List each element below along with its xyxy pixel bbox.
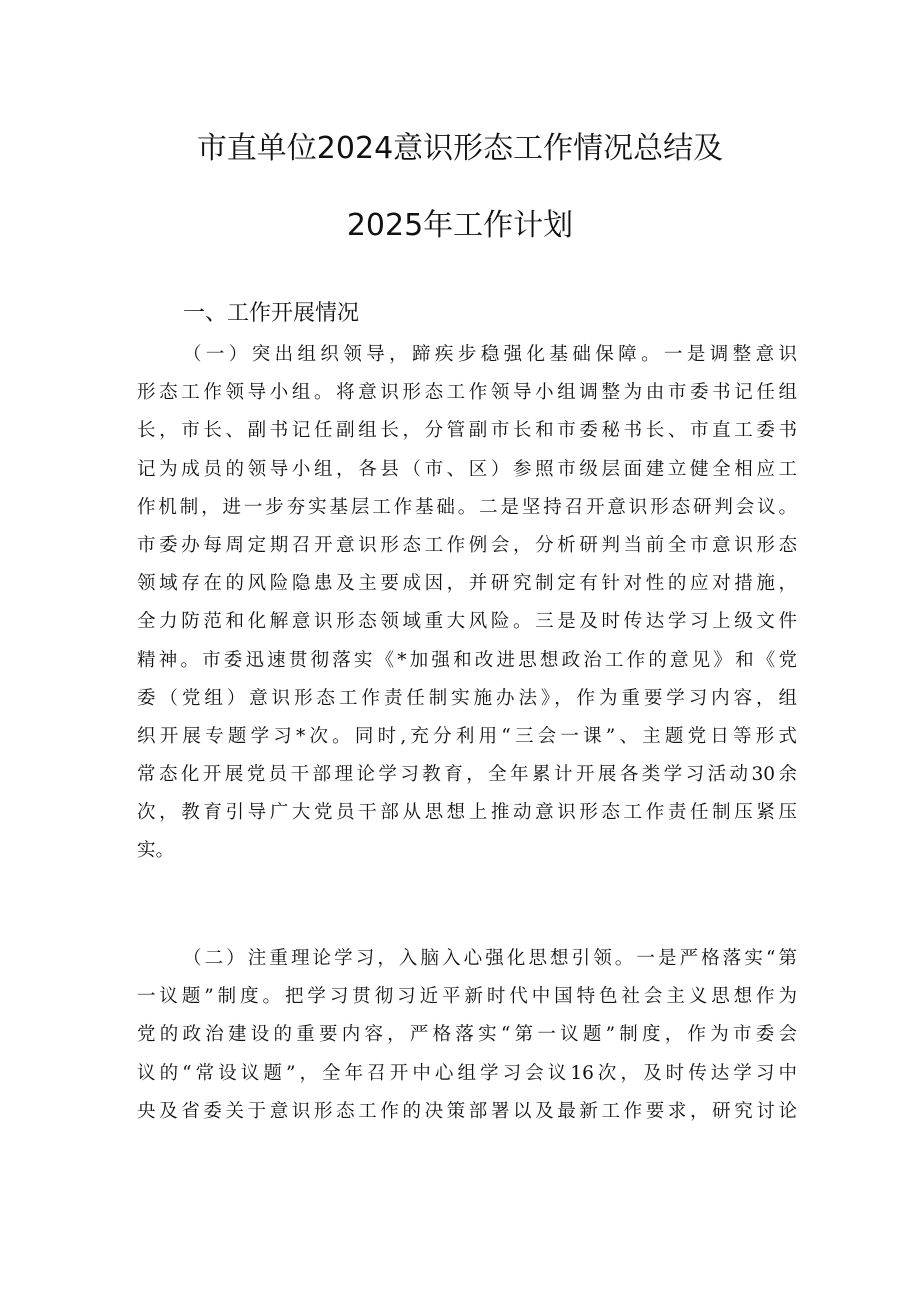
paragraph-line: 党的政治建设的重要内容，严格落实“第一议题”制度，作为市委会	[137, 1024, 797, 1046]
paragraph-line: 实。	[137, 840, 175, 862]
document-title-line-2: 2025年工作计划	[346, 208, 574, 243]
paragraph-line: 织开展专题学习*次。同时,充分利用“三会一课”、主题党日等形式	[137, 725, 797, 747]
paragraph-line: 常态化开展党员干部理论学习教育，全年累计开展各类学习活动30余	[137, 764, 797, 786]
paragraph-line: 市委办每周定期召开意识形态工作例会，分析研判当前全市意识形态	[137, 534, 797, 556]
paragraph-line: （二）注重理论学习，入脑入心强化思想引领。一是严格落实“第	[183, 948, 797, 969]
paragraph-line: 作机制，进一步夯实基层工作基础。二是坚持召开意识形态研判会议。	[137, 496, 797, 518]
section-heading: 一、工作开展情况	[183, 301, 360, 326]
paragraph-line: 央及省委关于意识形态工作的决策部署以及最新工作要求，研究讨论	[137, 1100, 797, 1122]
paragraph-line: 精神。市委迅速贯彻落实《*加强和改进思想政治工作的意见》和《党	[137, 649, 797, 671]
paragraph-line: 领域存在的风险隐患及主要成因，并研究制定有针对性的应对措施，	[137, 573, 797, 595]
paragraph-line: 记为成员的领导小组，各县（市、区）参照市级层面建立健全相应工	[137, 458, 797, 480]
paragraph-2	[137, 940, 797, 1131]
paragraph-line: 全力防范和化解意识形态领域重大风险。三是及时传达学习上级文件	[137, 611, 797, 633]
paragraph-line: （一）突出组织领导，蹄疾步稳强化基础保障。一是调整意识	[183, 344, 797, 365]
document-title-line-1: 市直单位2024意识形态工作情况总结及	[196, 131, 724, 166]
paragraph-line: 次，教育引导广大党员干部从思想上推动意识形态工作责任制压紧压	[137, 802, 797, 824]
paragraph-line: 委（党组）意识形态工作责任制实施办法》，作为重要学习内容，组	[137, 687, 797, 709]
paragraph-line: 一议题”制度。把学习贯彻习近平新时代中国特色社会主义思想作为	[137, 986, 797, 1008]
paragraph-line: 长，市长、副书记任副组长，分管副市长和市委秘书长、市直工委书	[137, 420, 797, 442]
paragraph-1	[137, 336, 797, 871]
paragraph-line: 议的“常设议题”，全年召开中心组学习会议16次，及时传达学习中	[137, 1062, 797, 1084]
paragraph-line: 形态工作领导小组。将意识形态工作领导小组调整为由市委书记任组	[137, 382, 797, 404]
